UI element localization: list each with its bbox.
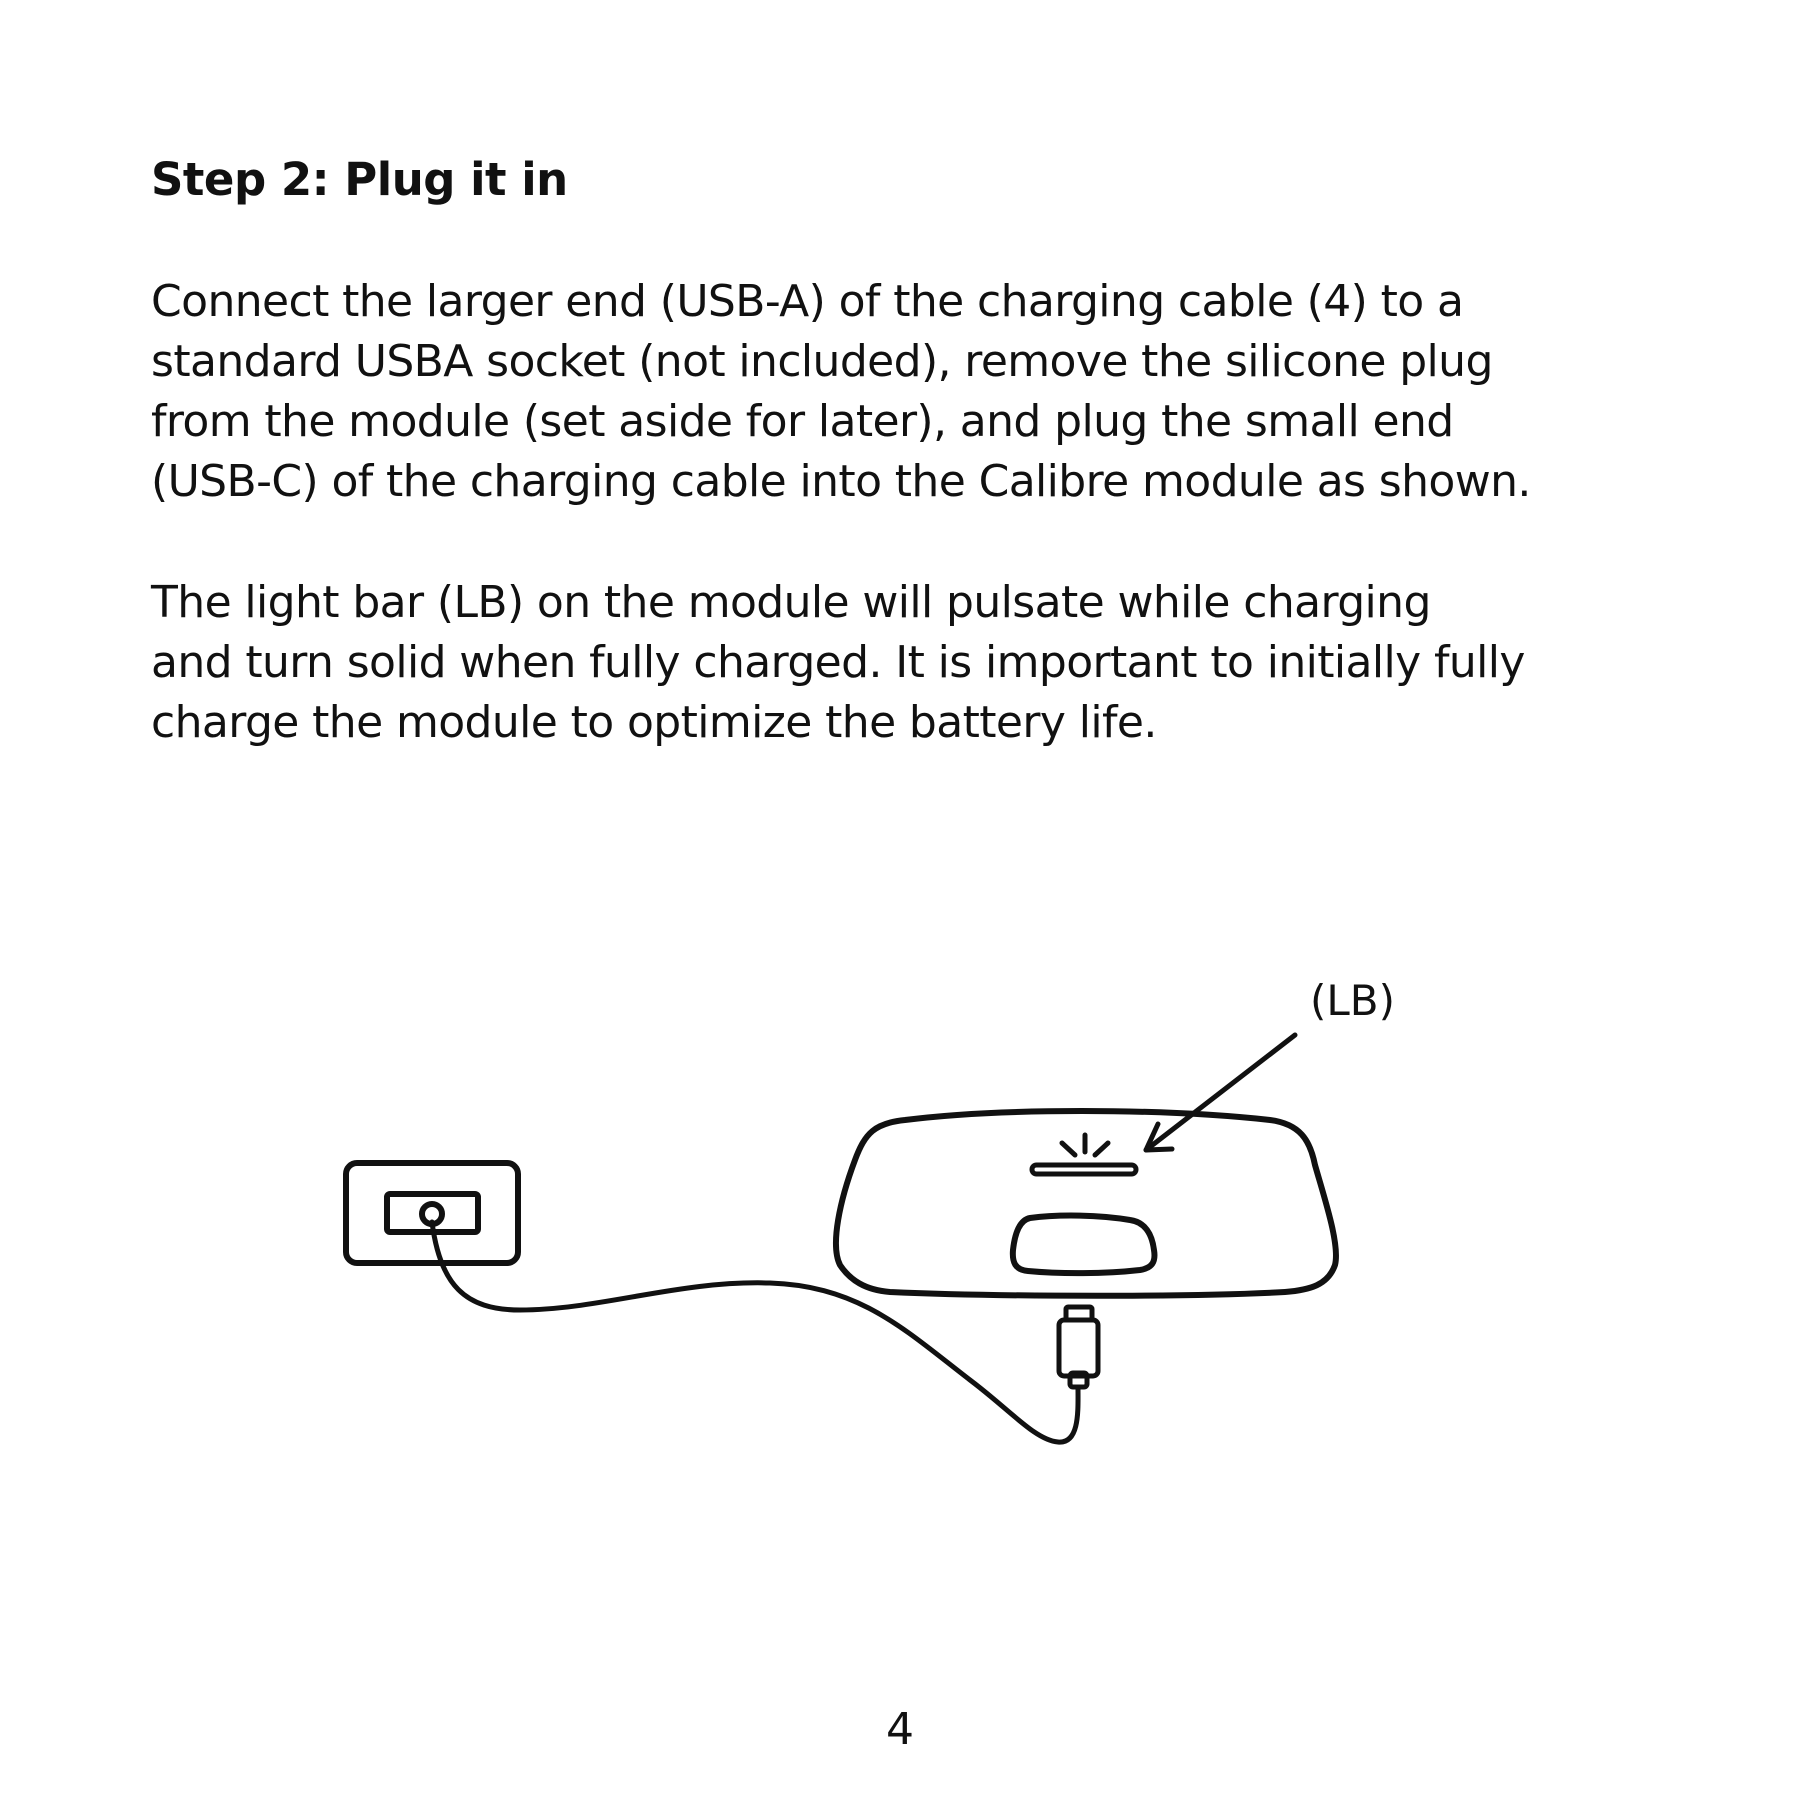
paragraph-line: charge the module to optimize the battery life. bbox=[151, 697, 1157, 748]
charging-cable-illustration bbox=[432, 1222, 1078, 1442]
paragraph-line: (USB-C) of the charging cable into the Calibre module as shown. bbox=[151, 456, 1531, 507]
paragraph-line: from the module (set aside for later), and plug the small end bbox=[151, 396, 1454, 447]
usb-c-plug-illustration bbox=[1059, 1307, 1098, 1387]
paragraph-line: and turn solid when fully charged. It is important to initially fully bbox=[151, 637, 1525, 688]
usb-socket-illustration bbox=[346, 1163, 518, 1263]
light-bar-illustration bbox=[1032, 1135, 1136, 1174]
step-heading: Step 2: Plug it in bbox=[151, 153, 568, 206]
paragraph-line: Connect the larger end (USB-A) of the charging cable (4) to a bbox=[151, 276, 1464, 327]
paragraph-line: standard USBA socket (not included), remove the silicone plug bbox=[151, 336, 1493, 387]
light-bar-label: (LB) bbox=[1310, 976, 1395, 1025]
page-number: 4 bbox=[886, 1704, 914, 1755]
paragraph-line: The light bar (LB) on the module will pulsate while charging bbox=[151, 577, 1431, 628]
light-bar-pointer-arrow bbox=[1146, 1035, 1295, 1150]
